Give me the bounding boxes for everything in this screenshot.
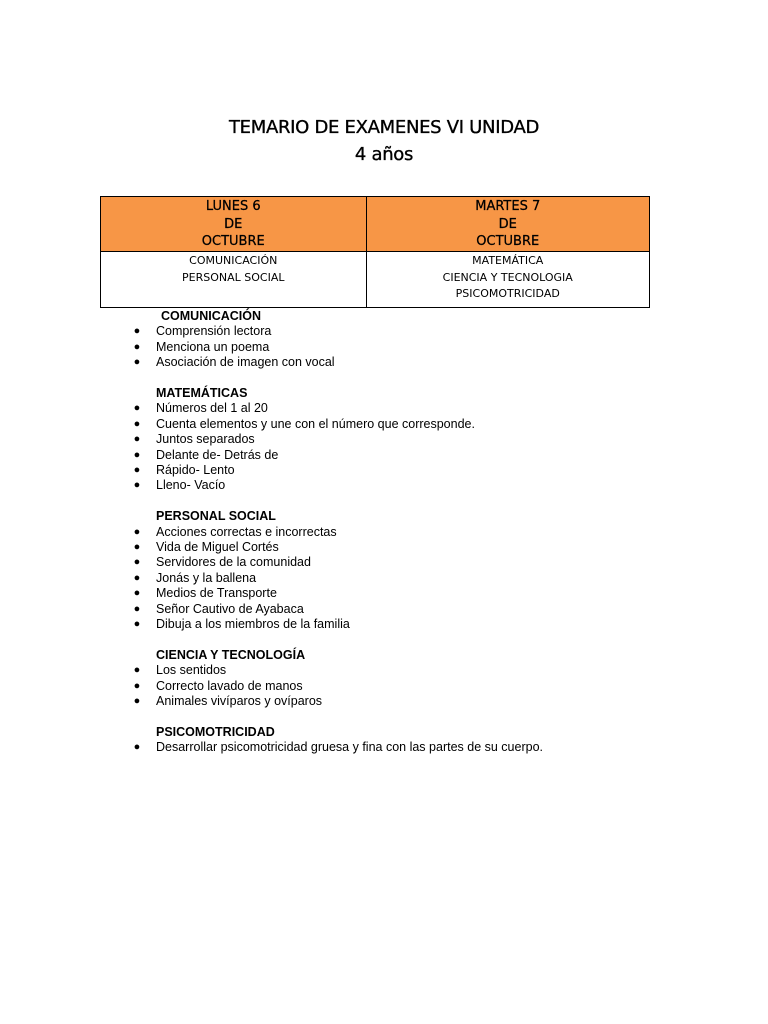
topic-list [0, 740, 768, 755]
list-item [0, 555, 768, 570]
list-item [0, 355, 768, 370]
list-item [0, 586, 768, 601]
bullet-icon: ● [133, 571, 141, 584]
bullet-icon: ● [133, 695, 141, 708]
header-month: OCTUBRE [476, 234, 540, 249]
list-item-text: Dibuja a los miembros de la familia [156, 617, 350, 632]
bullet-icon: ● [133, 433, 141, 446]
list-item-text: Comprensión lectora [156, 324, 272, 339]
list-item-text: Menciona un poema [156, 339, 270, 354]
topic-list [0, 663, 768, 709]
schedule-subjects-monday [101, 252, 367, 308]
bullet-icon: ● [133, 618, 141, 631]
list-item [0, 340, 768, 355]
document-title [0, 114, 768, 168]
schedule-header-tuesday [366, 197, 650, 252]
bullet-icon: ● [133, 587, 141, 600]
list-item [0, 663, 768, 678]
section-psicomotricidad [0, 725, 768, 756]
subject-cell-text: PSICOMOTRICIDAD [455, 287, 560, 300]
list-item-text: Juntos separados [156, 432, 255, 447]
section-title: PSICOMOTRICIDAD [156, 724, 275, 739]
topic-list [0, 525, 768, 633]
section-title: MATEMÁTICAS [156, 386, 248, 401]
header-month: OCTUBRE [201, 234, 265, 249]
subject-cell-text: COMUNICACIÓN [189, 254, 278, 267]
subject-cell-text: PERSONAL SOCIAL [182, 270, 285, 284]
bullet-icon: ● [133, 541, 141, 554]
subject-cell-text: CIENCIA Y TECNOLOGIA [442, 270, 573, 284]
section-ciencia-tecnologia [0, 648, 768, 710]
list-item [0, 324, 768, 339]
section-personal-social [0, 509, 768, 632]
bullet-icon: ● [133, 325, 141, 338]
bullet-icon: ● [133, 602, 141, 615]
list-item-text: Vida de Miguel Cortés [156, 540, 279, 555]
topic-list [0, 401, 768, 493]
list-item-text: Asociación de imagen con vocal [156, 355, 335, 370]
bullet-icon: ● [133, 741, 141, 754]
subject-cell-text: MATEMÁTICA [472, 254, 544, 267]
section-matematicas [0, 386, 768, 494]
list-item-text: Señor Cautivo de Ayabaca [156, 601, 304, 616]
bullet-icon: ● [133, 448, 141, 461]
header-of: DE [498, 216, 517, 232]
list-item-text: Acciones correctas e incorrectas [156, 524, 337, 539]
bullet-icon: ● [133, 356, 141, 369]
exam-schedule-table [100, 196, 650, 308]
list-item [0, 463, 768, 478]
list-item [0, 525, 768, 540]
list-item [0, 602, 768, 617]
schedule-header-row [101, 197, 650, 252]
list-item-text: Servidores de la comunidad [156, 555, 311, 570]
header-of: DE [224, 216, 243, 232]
list-item [0, 417, 768, 432]
list-item-text: Animales vivíparos y ovíparos [156, 694, 323, 709]
bullet-icon: ● [133, 664, 141, 677]
bullet-icon: ● [133, 464, 141, 477]
list-item-text: Correcto lavado de manos [156, 678, 303, 693]
list-item [0, 540, 768, 555]
section-title: COMUNICACIÓN [161, 309, 261, 323]
bullet-icon: ● [133, 556, 141, 569]
list-item [0, 679, 768, 694]
bullet-icon: ● [133, 479, 141, 492]
list-item-text: Cuenta elementos y une con el número que corresponde. [156, 416, 475, 431]
bullet-icon: ● [133, 417, 141, 430]
list-item-text: Delante de- Detrás de [156, 447, 279, 462]
schedule-header-monday [101, 197, 367, 252]
section-title: PERSONAL SOCIAL [156, 509, 276, 524]
list-item [0, 694, 768, 709]
list-item-text: Los sentidos [156, 663, 227, 678]
title-line-1: TEMARIO DE EXAMENES VI UNIDAD [228, 117, 540, 138]
title-line-2: 4 años [354, 144, 414, 165]
list-item-text: Medios de Transporte [156, 586, 277, 601]
list-item [0, 478, 768, 493]
list-item [0, 571, 768, 586]
topic-sections [0, 309, 768, 771]
list-item-text: Números del 1 al 20 [156, 401, 268, 416]
section-title: CIENCIA Y TECNOLOGÍA [156, 647, 306, 662]
header-day: LUNES 6 [205, 199, 261, 214]
schedule-subjects-tuesday [366, 252, 650, 308]
bullet-icon: ● [133, 525, 141, 538]
list-item [0, 740, 768, 755]
list-item [0, 617, 768, 632]
list-item [0, 401, 768, 416]
list-item [0, 432, 768, 447]
list-item-text: Rápido- Lento [156, 463, 235, 478]
section-comunicacion [0, 309, 768, 371]
topic-list [0, 324, 768, 370]
list-item [0, 448, 768, 463]
bullet-icon: ● [133, 340, 141, 353]
header-day: MARTES 7 [475, 199, 541, 214]
bullet-icon: ● [133, 679, 141, 692]
list-item-text: Jonás y la ballena [156, 570, 257, 585]
schedule-subjects-row [101, 252, 650, 308]
list-item-text: Desarrollar psicomotricidad gruesa y fina con las partes de su cuerpo. [156, 740, 543, 755]
list-item-text: Lleno- Vacío [156, 478, 226, 493]
bullet-icon: ● [133, 402, 141, 415]
